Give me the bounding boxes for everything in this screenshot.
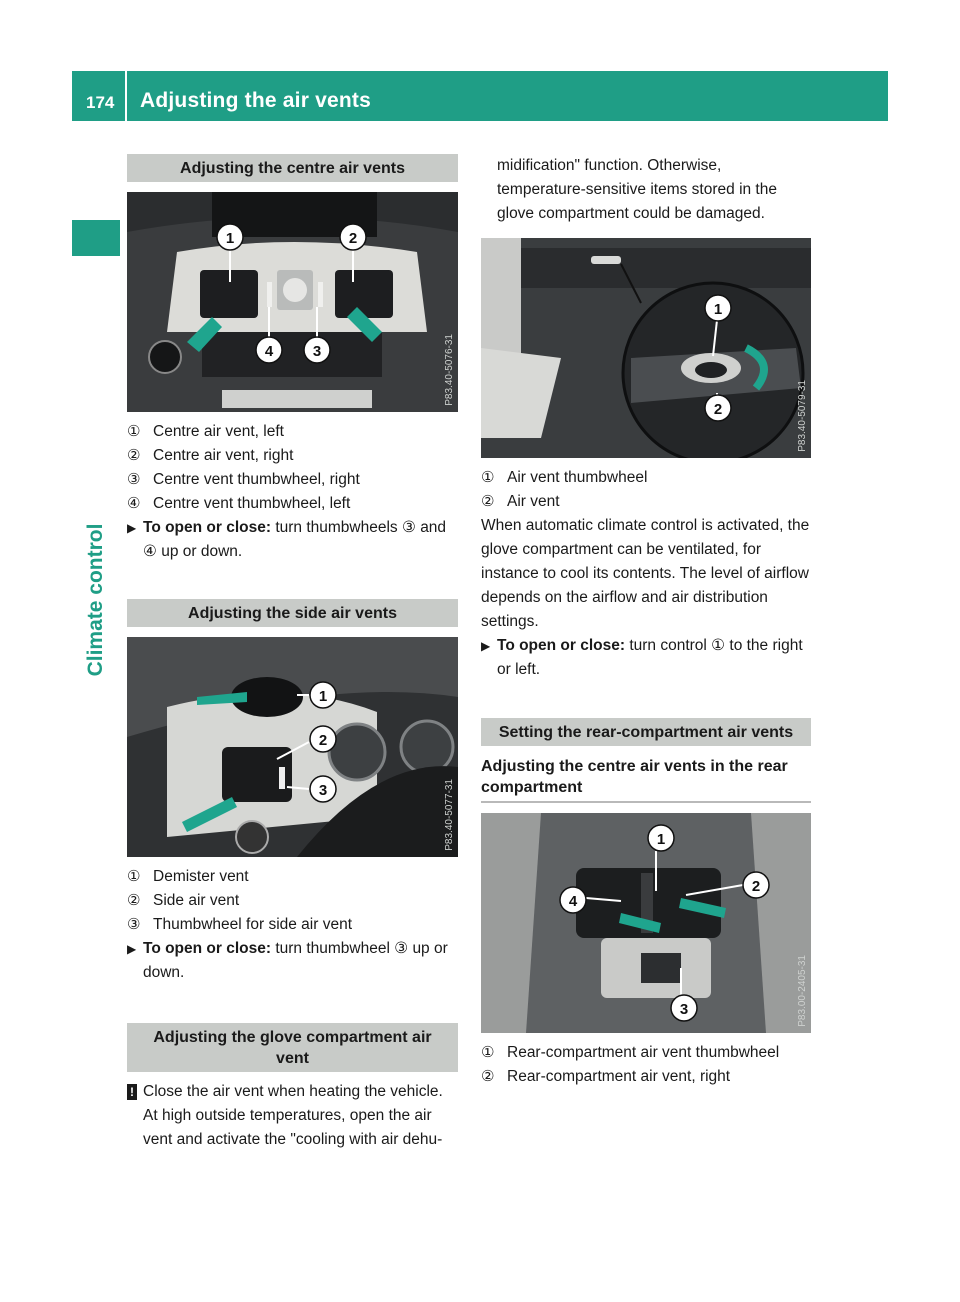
legend-text: Centre vent thumbwheel, left xyxy=(153,495,351,512)
legend-item xyxy=(127,913,458,937)
legend-centre-vents xyxy=(127,420,458,516)
callout-2: 2 xyxy=(318,732,328,749)
rear-vents-illustration xyxy=(481,813,811,1033)
arrow-icon: ▶ xyxy=(127,942,137,956)
glove-continued-text: midification" function. Otherwise, temperature-sensitive items stored in the glove compartment could be damaged. xyxy=(497,157,777,222)
instruction-text: turn thumbwheel ③ up or down. xyxy=(143,940,448,981)
legend-side-vents xyxy=(127,865,458,937)
header-bar xyxy=(72,71,888,121)
page-title: Adjusting the air vents xyxy=(140,89,371,112)
instruction-centre-vents xyxy=(127,516,458,564)
callout-1: 1 xyxy=(713,301,723,318)
legend-number: ③ xyxy=(127,916,141,933)
legend-number: ① xyxy=(127,868,141,885)
legend-text: Thumbwheel for side air vent xyxy=(153,916,353,933)
figure-code: P83.40-5076-31 xyxy=(444,334,455,406)
legend-text: Centre vent thumbwheel, right xyxy=(153,471,360,488)
instruction-label: To open or close: xyxy=(143,940,272,957)
glove-vent-illustration xyxy=(481,238,811,458)
legend-text: Rear-compartment air vent, right xyxy=(507,1068,731,1085)
legend-item xyxy=(481,466,811,490)
figure-rear-vents xyxy=(481,813,811,1033)
callout-3: 3 xyxy=(312,343,322,360)
arrow-icon: ▶ xyxy=(481,639,491,653)
callout-1: 1 xyxy=(225,230,235,247)
callout-1: 1 xyxy=(656,831,666,848)
instruction-side-vents xyxy=(127,937,458,985)
legend-rear-vents xyxy=(481,1041,811,1089)
figure-code: P83.40-5079-31 xyxy=(797,380,808,452)
caution-text-2: At high outside temperatures, open the air vent and activate the "cooling with air dehu- xyxy=(143,1107,443,1148)
instruction-label: To open or close: xyxy=(143,519,272,536)
legend-text: Demister vent xyxy=(153,868,249,885)
instruction-text: turn control ① to the right or left. xyxy=(497,637,803,678)
legend-text: Air vent xyxy=(507,493,560,510)
side-vents-illustration xyxy=(127,637,458,857)
instruction-glove-vent xyxy=(481,634,811,682)
legend-text: Air vent thumbwheel xyxy=(507,469,648,486)
instruction-text: turn thumbwheels ③ and ④ up or down. xyxy=(143,519,447,560)
side-tab-label: Climate control xyxy=(84,523,107,677)
page-number: 174 xyxy=(86,93,115,112)
glove-description: When automatic climate control is activated, the glove compartment can be ventilated, for instance to cool its contents. The level of airflow depends on the airflow and air distribution settings. xyxy=(481,517,810,630)
legend-number: ③ xyxy=(127,471,141,488)
header-divider xyxy=(125,71,127,121)
callout-2: 2 xyxy=(751,878,761,895)
legend-number: ② xyxy=(127,892,141,909)
legend-text: Side air vent xyxy=(153,892,240,909)
figure-glove-vent xyxy=(481,238,811,458)
section-heading-rear-vents: Setting the rear-compartment air vents xyxy=(481,718,811,746)
figure-code: P83.00-2405-31 xyxy=(797,955,808,1027)
legend-item xyxy=(481,1065,811,1089)
legend-item xyxy=(127,468,458,492)
callout-3: 3 xyxy=(318,782,328,799)
callout-3: 3 xyxy=(679,1001,689,1018)
subheading-rear-centre-vents: Adjusting the centre air vents in the rear compartment xyxy=(481,756,811,803)
section-heading-side-vents: Adjusting the side air vents xyxy=(127,599,458,627)
legend-number: ② xyxy=(481,493,495,510)
centre-vents-illustration xyxy=(127,192,458,412)
callout-1: 1 xyxy=(318,688,328,705)
legend-item xyxy=(127,444,458,468)
warning-icon: ! xyxy=(127,1084,137,1100)
callout-4: 4 xyxy=(264,343,274,360)
legend-number: ② xyxy=(481,1068,495,1085)
right-column xyxy=(481,154,811,1089)
caution-note xyxy=(127,1080,458,1152)
legend-item xyxy=(481,1041,811,1065)
legend-text: Rear-compartment air vent thumbwheel xyxy=(507,1044,780,1061)
figure-side-vents xyxy=(127,637,458,857)
legend-item xyxy=(127,420,458,444)
legend-glove-vent xyxy=(481,466,811,514)
side-tab-marker xyxy=(72,220,120,256)
legend-item xyxy=(481,490,811,514)
legend-number: ① xyxy=(481,469,495,486)
legend-text: Centre air vent, left xyxy=(153,423,284,440)
figure-code: P83.40-5077-31 xyxy=(444,779,455,851)
caution-text-1: Close the air vent when heating the vehicle. xyxy=(143,1083,443,1100)
instruction-label: To open or close: xyxy=(497,637,626,654)
legend-item xyxy=(127,889,458,913)
left-column xyxy=(127,154,458,1152)
section-heading-glove-vent: Adjusting the glove compartment air vent xyxy=(127,1023,458,1072)
legend-item xyxy=(127,492,458,516)
legend-item xyxy=(127,865,458,889)
legend-number: ④ xyxy=(127,495,141,512)
legend-text: Centre air vent, right xyxy=(153,447,294,464)
callout-2: 2 xyxy=(348,230,358,247)
callout-2: 2 xyxy=(713,401,723,418)
section-heading-centre-vents: Adjusting the centre air vents xyxy=(127,154,458,182)
figure-centre-vents xyxy=(127,192,458,412)
legend-number: ① xyxy=(127,423,141,440)
callout-4: 4 xyxy=(568,893,578,910)
legend-number: ② xyxy=(127,447,141,464)
arrow-icon: ▶ xyxy=(127,521,137,535)
legend-number: ① xyxy=(481,1044,495,1061)
